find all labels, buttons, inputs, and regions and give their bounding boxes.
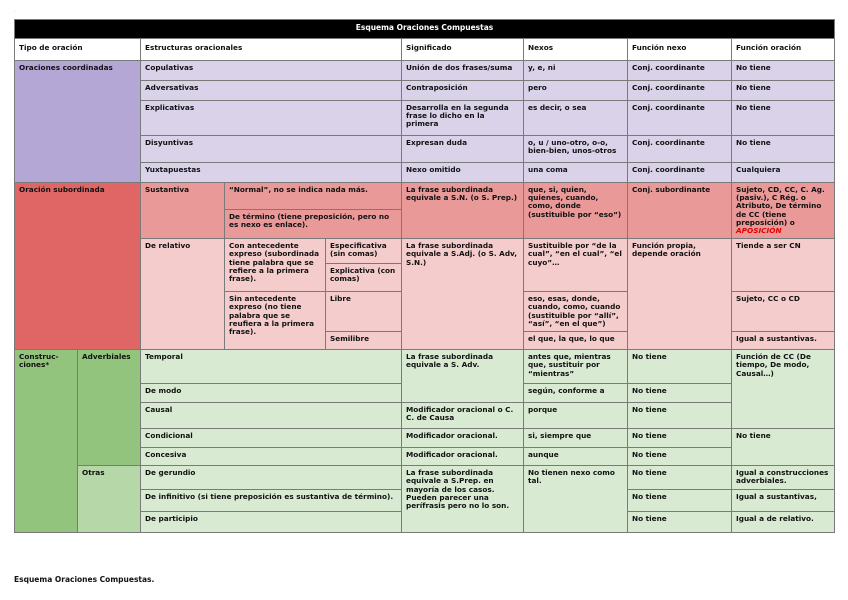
structure-cell: De gerundio <box>141 466 402 490</box>
otras-label: Otras <box>78 466 141 533</box>
func-nexus-cell: No tiene <box>628 490 732 512</box>
structure-cell: Disyuntivas <box>141 136 402 163</box>
func-sentence-cell <box>732 183 835 239</box>
scheme-table <box>14 19 835 533</box>
sustantiva-termino: De término (tiene preposición, pero no es nexo es enlace). <box>225 209 402 239</box>
nexus-cell: una coma <box>524 163 628 183</box>
structure-cell: De infinitivo (si tiene preposición es sustantiva de término). <box>141 490 402 512</box>
nexus-cell: pero <box>524 81 628 101</box>
header-estructuras: Estructuras oracionales <box>141 39 402 61</box>
nexus-cell: que, si, quien, quienes, cuando, como, donde (sustituible por “eso”) <box>524 183 628 239</box>
func-sentence-cell: Sujeto, CC o CD <box>732 292 835 332</box>
func-sentence-cell: No tiene <box>732 101 835 136</box>
relativo-semilibre: Semilibre <box>326 332 402 350</box>
header-significado: Significado <box>402 39 524 61</box>
header-funcion-oracion: Función oración <box>732 39 835 61</box>
func-sentence-cell: Función de CC (De tiempo, De modo, Causal…) <box>732 350 835 429</box>
meaning-cell: Modificador oracional. <box>402 448 524 466</box>
relativo-sin-antecedente: Sin antecedente expreso (no tiene palabra que se reufiera a la primera frase). <box>225 292 326 350</box>
nexus-cell: antes que, mientras que, sustituir por “mientras” <box>524 350 628 384</box>
nexus-cell: el que, la que, lo que <box>524 332 628 350</box>
nexus-cell: si, siempre que <box>524 429 628 448</box>
group-coordinadas: Oraciones coordinadas <box>15 61 141 183</box>
func-sentence-cell: No tiene <box>732 429 835 466</box>
func-nexus-cell: Función propia, depende oración <box>628 239 732 350</box>
structure-cell: Condicional <box>141 429 402 448</box>
header-nexos: Nexos <box>524 39 628 61</box>
header-tipo: Tipo de oración <box>15 39 141 61</box>
func-nexus-cell: No tiene <box>628 429 732 448</box>
aposicion-text: APOSICIÓN <box>736 226 782 236</box>
structure-cell: Yuxtapuestas <box>141 163 402 183</box>
table-title: Esquema Oraciones Compuestas <box>15 20 835 39</box>
figure-caption: Esquema Oraciones Compuestas. <box>14 575 155 584</box>
relativo-especificativa: Especificativa (sin comas) <box>326 239 402 264</box>
nexus-cell: y, e, ni <box>524 61 628 81</box>
func-nexus-cell: Conj. coordinante <box>628 101 732 136</box>
nexus-cell: eso, esas, donde, cuando, como, cuando (sustituible por “allí”, “así”, “en el que”) <box>524 292 628 332</box>
nexus-cell: según, conforme a <box>524 384 628 403</box>
relativo-explicativa: Explicativa (con comas) <box>326 264 402 292</box>
relativo-label: De relativo <box>141 239 225 350</box>
func-nexus-cell: Conj. coordinante <box>628 81 732 101</box>
structure-cell: Causal <box>141 403 402 429</box>
header-funcion-nexo: Función nexo <box>628 39 732 61</box>
meaning-cell: La frase subordinada equivale a S.Prep. en mayoría de los casos. Pueden parecer una perífrasis pero no lo son. <box>402 466 524 533</box>
meaning-cell: Contraposición <box>402 81 524 101</box>
group-construcciones: Construc-ciones* <box>15 350 78 533</box>
nexus-cell: o, u / uno-otro, o-o, bien-bien, unos-otros <box>524 136 628 163</box>
structure-cell: De participio <box>141 512 402 533</box>
func-sentence-cell: Cualquiera <box>732 163 835 183</box>
func-nexus-cell: No tiene <box>628 466 732 490</box>
meaning-cell: Modificador oracional. <box>402 429 524 448</box>
nexus-cell: No tienen nexo como tal. <box>524 466 628 533</box>
meaning-cell: La frase subordinada equivale a S. Adv. <box>402 350 524 403</box>
nexus-cell: es decir, o sea <box>524 101 628 136</box>
func-nexus-cell: No tiene <box>628 403 732 429</box>
func-sentence-cell: No tiene <box>732 61 835 81</box>
adverbiales-label: Adverbiales <box>78 350 141 466</box>
structure-cell: Explicativas <box>141 101 402 136</box>
meaning-cell: Expresan duda <box>402 136 524 163</box>
structure-cell: Adversativas <box>141 81 402 101</box>
func-nexus-cell: No tiene <box>628 384 732 403</box>
structure-cell: Concesiva <box>141 448 402 466</box>
func-sentence-cell: Igual a construcciones adverbiales. <box>732 466 835 490</box>
func-nexus-cell: No tiene <box>628 448 732 466</box>
func-sentence-cell: Igual a sustantivas, <box>732 490 835 512</box>
relativo-con-antecedente: Con antecedente expreso (subordinada tiene palabra que se refiere a la primera frase). <box>225 239 326 292</box>
group-subordinada: Oración subordinada <box>15 183 141 350</box>
meaning-cell: Nexo omitido <box>402 163 524 183</box>
func-nexus-cell: Conj. coordinante <box>628 61 732 81</box>
structure-cell: Temporal <box>141 350 402 384</box>
sustantiva-label: Sustantiva <box>141 183 225 239</box>
scheme-sheet <box>14 19 834 533</box>
func-nexus-cell: Conj. subordinante <box>628 183 732 239</box>
func-nexus-cell: No tiene <box>628 512 732 533</box>
nexus-cell: aunque <box>524 448 628 466</box>
func-sentence-cell: Igual a sustantivas. <box>732 332 835 350</box>
meaning-cell: Unión de dos frases/suma <box>402 61 524 81</box>
sustantiva-normal: “Normal”, no se indica nada más. <box>225 183 402 210</box>
structure-cell: Copulativas <box>141 61 402 81</box>
func-sentence-cell: No tiene <box>732 81 835 101</box>
relativo-libre: Libre <box>326 292 402 332</box>
page-mark: . <box>14 8 16 14</box>
meaning-cell: Desarrolla en la segunda frase lo dicho en la primera <box>402 101 524 136</box>
structure-cell: De modo <box>141 384 402 403</box>
meaning-cell: La frase subordinada equivale a S.N. (o S. Prep.) <box>402 183 524 239</box>
func-nexus-cell: Conj. coordinante <box>628 163 732 183</box>
func-nexus-cell: Conj. coordinante <box>628 136 732 163</box>
nexus-cell: Sustituible por “de la cual”, “en el cual”, “el cuyo”… <box>524 239 628 292</box>
func-sentence-cell: No tiene <box>732 136 835 163</box>
func-sentence-text: Sujeto, CD, CC, C. Ag. (pasiv.), C Rég. o Atributo, De término de CC (tiene preposición) o <box>736 185 825 227</box>
func-sentence-cell: Tiende a ser CN <box>732 239 835 292</box>
func-sentence-cell: Igual a de relativo. <box>732 512 835 533</box>
meaning-cell: Modificador oracional o C. C. de Causa <box>402 403 524 429</box>
func-nexus-cell: No tiene <box>628 350 732 384</box>
nexus-cell: porque <box>524 403 628 429</box>
meaning-cell: La frase subordinada equivale a S.Adj. (o S. Adv, S.N.) <box>402 239 524 350</box>
